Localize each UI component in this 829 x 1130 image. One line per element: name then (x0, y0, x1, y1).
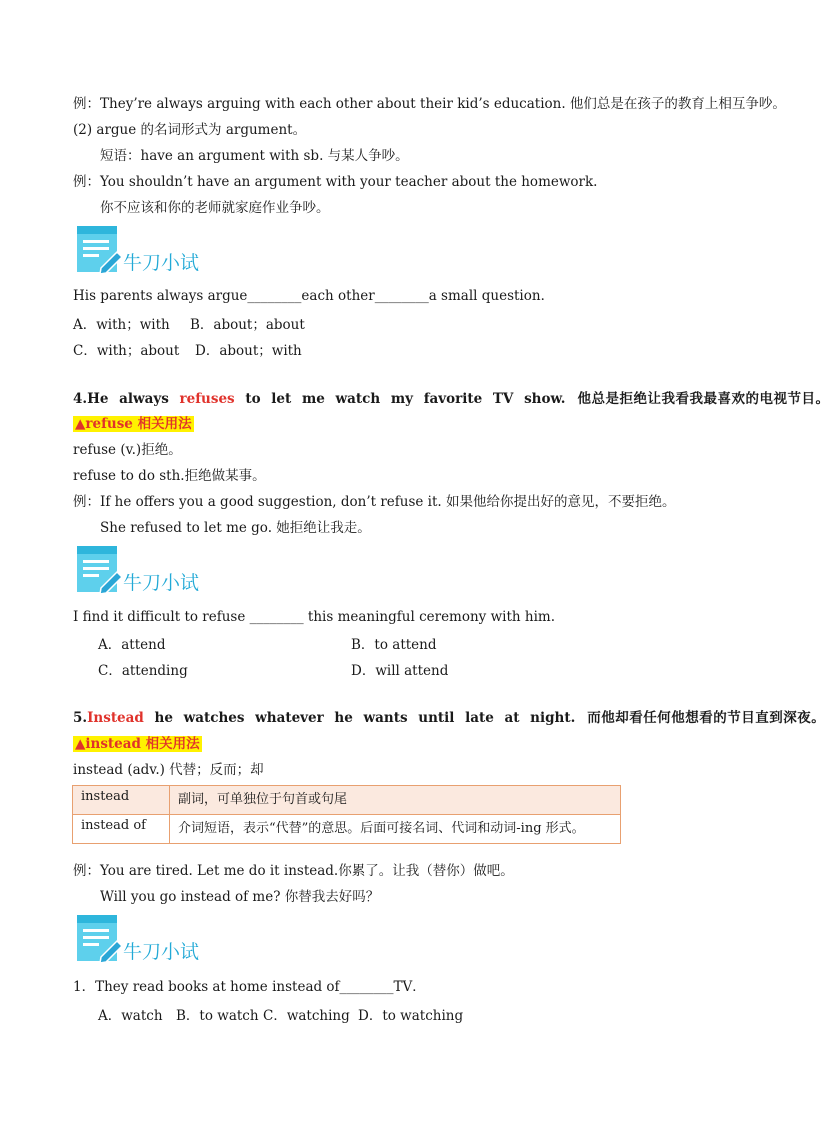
heading-text: 4.He always (73, 391, 180, 407)
option-a: A．with；with (73, 317, 170, 333)
quiz-question: I find it difficult to refuse ________ this meaningful ceremony with him. (73, 609, 555, 625)
badge-title: 牛刀小试 (123, 252, 200, 274)
option-d: D．to watching (358, 1008, 464, 1024)
table-cell-term: instead (73, 786, 170, 815)
heading-translation: 他总是拒绝让我看我最喜欢的电视节目。 (577, 391, 829, 407)
note-pencil-icon (75, 224, 123, 274)
table-cell-desc: 介词短语，表示“代替”的意思。后面可接名词、代词和动词-ing 形式。 (170, 815, 621, 844)
pattern-note: refuse to do sth.拒绝做某事。 (73, 468, 266, 484)
badge-title: 牛刀小试 (123, 572, 200, 594)
phrase-note: 短语：have an argument with sb. 与某人争吵。 (100, 148, 409, 164)
option-c: C．watching (263, 1008, 350, 1024)
note-pencil-icon (75, 544, 123, 594)
heading-translation: 而他却看任何他想看的节目直到深夜。 (587, 710, 826, 726)
option-a: A．watch (98, 1008, 163, 1024)
example-sentence: 例：If he offers you a good suggestion, don’t refuse it. 如果他给你提出好的意见，不要拒绝。 (73, 494, 676, 510)
usage-tag: ▲refuse 相关用法 (75, 416, 192, 432)
option-b: B．about；about (190, 317, 305, 333)
keyword: Instead (87, 710, 144, 726)
example-sentence: She refused to let me go. 她拒绝让我走。 (100, 520, 371, 536)
section-heading (73, 390, 829, 408)
usage-tag: ▲instead 相关用法 (75, 736, 200, 752)
badge-title: 牛刀小试 (123, 941, 200, 963)
table-cell-desc: 副词，可单独位于句首或句尾 (170, 786, 621, 815)
heading-text: 5. (73, 710, 88, 726)
table-row (73, 786, 621, 815)
table-cell-term: instead of (73, 815, 170, 844)
option-c: C．with；about (73, 343, 180, 359)
section-heading (73, 709, 825, 727)
quiz-question: 1．They read books at home instead of________TV． (73, 979, 426, 995)
usage-table (72, 785, 621, 844)
option-c: C．attending (98, 663, 188, 679)
quiz-question: His parents always argue________each other________a small question． (73, 288, 555, 304)
definition: instead (adv.) 代替；反而；却 (73, 762, 264, 778)
example-sentence: 例：You are tired. Let me do it instead.你累了。让我（替你）做吧。 (73, 863, 514, 879)
option-b: B．to watch (176, 1008, 259, 1024)
option-d: D．about；with (195, 343, 302, 359)
note-pencil-icon (75, 913, 123, 963)
heading-text: to let me watch my favorite TV show. (234, 391, 566, 407)
keyword: refuses (179, 391, 235, 407)
example-sentence: 例：They’re always arguing with each other about their kid’s education. 他们总是在孩子的教育上相互争吵。 (73, 96, 786, 112)
example-sentence: Will you go instead of me? 你替我去好吗？ (100, 889, 380, 905)
option-d: D．will attend (351, 663, 449, 679)
option-b: B．to attend (351, 637, 437, 653)
definition: refuse (v.)拒绝。 (73, 442, 182, 458)
option-a: A．attend (98, 637, 166, 653)
example-translation: 你不应该和你的老师就家庭作业争吵。 (100, 200, 330, 216)
practice-badge (73, 224, 203, 276)
practice-badge (73, 544, 203, 596)
heading-text: he watches whatever he wants until late at night. (143, 710, 576, 726)
noun-form-note: (2) argue 的名词形式为 argument。 (73, 122, 307, 138)
table-row (73, 815, 621, 844)
practice-badge (73, 913, 203, 965)
example-sentence: 例：You shouldn’t have an argument with your teacher about the homework. (73, 174, 598, 190)
